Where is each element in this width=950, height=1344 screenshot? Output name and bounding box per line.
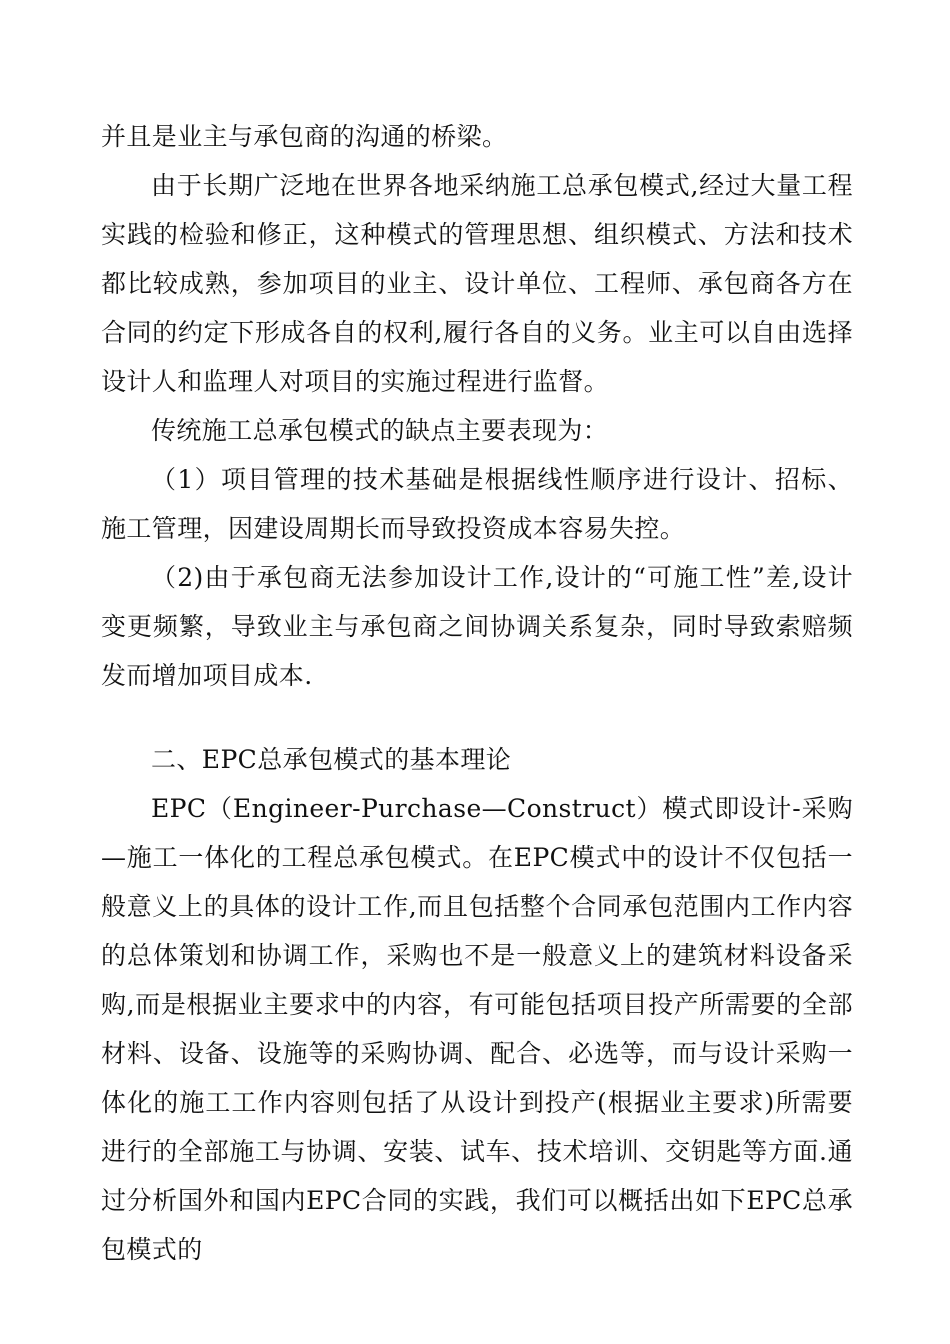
paragraph-disadvantages-intro: 传统施工总承包模式的缺点主要表现为： bbox=[151, 416, 609, 445]
paragraph-disadvantage-2: （2)由于承包商无法参加设计工作,设计的“可施工性”差,设计变更频繁，导致业主与承包商之间协调关系复杂，同时导致索赔频发而增加项目成本. bbox=[101, 563, 853, 690]
section-b-text bbox=[101, 735, 853, 1274]
paragraph-disadvantage-1: （1）项目管理的技术基础是根据线性顺序进行设计、招标、施工管理，因建设周期长而导致投资成本容易失控。 bbox=[101, 465, 853, 543]
paragraph-general-contracting-maturity: 由于长期广泛地在世界各地采纳施工总承包模式,经过大量工程实践的检验和修正，这种模式的管理思想、组织模式、方法和技术都比较成熟，参加项目的业主、设计单位、工程师、承包商各方在合同的约定下形成各自的权利,履行各自的义务。业主可以自由选择设计人和监理人对项目的实施过程进行监督。 bbox=[101, 171, 853, 396]
section-heading-epc-theory: 二、EPC总承包模式的基本理论 bbox=[151, 745, 512, 774]
paragraph-epc-definition: EPC（Engineer-Purchase—Construct）模式即设计-采购—施工一体化的工程总承包模式。在EPC模式中的设计不仅包括一般意义上的具体的设计工作,而且包括整个合同承包范围内工作内容的总体策划和协调工作，采购也不是一般意义上的建筑材料设备采购,而是根据业主要求中的内容，有可能包括项目投产所需要的全部材料、设备、设施等的采购协调、配合、必选等，而与设计采购一体化的施工工作内容则包括了从设计到投产(根据业主要求)所需要进行的全部施工与协调、安装、试车、技术培训、交钥匙等方面.通过分析国外和国内EPC合同的实践，我们可以概括出如下EPC总承包模式的 bbox=[101, 794, 853, 1264]
section-a-text bbox=[101, 112, 853, 700]
paragraph-bridge-continuation: 并且是业主与承包商的沟通的桥梁。 bbox=[101, 122, 508, 151]
